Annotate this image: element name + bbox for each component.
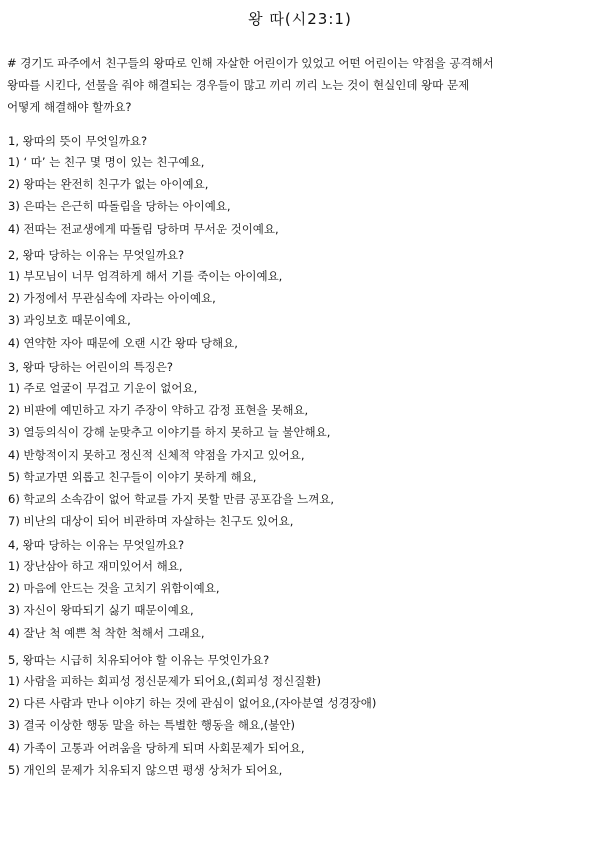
list-item: 7) 비난의 대상이 되어 비관하며 자살하는 친구도 있어요, [8,514,294,529]
section-heading: 3, 왕따 당하는 어린이의 특징은? [8,360,174,374]
list-item: 3) 은따는 은근히 따돌림을 당하는 아이예요, [8,199,231,214]
list-item: 3) 결국 이상한 행동 말을 하는 특별한 행동을 해요,(불안) [8,718,295,733]
list-item: 4) 잘난 척 예쁜 척 착한 척해서 그래요, [8,625,205,640]
section-heading: 1, 왕따의 뜻이 무엇일까요? [8,134,148,148]
list-item: 1) ‘ 따’ 는 친구 몇 명이 있는 친구예요, [8,155,205,169]
list-item: 2) 다른 사람과 만나 이야기 하는 것에 관심이 없어요,(자아분열 성경장애) [8,696,377,711]
list-item: 4) 반항적이지 못하고 정신적 신체적 약점을 가지고 있어요, [8,447,305,462]
section-healing [8,650,593,781]
section-bullying-reasons [8,535,593,644]
list-item: 4) 가족이 고통과 어려움을 당하게 되며 사회문제가 되어요, [8,740,305,755]
intro-line: 왕따를 시킨다, 선물을 줘야 해결되는 경우들이 많고 끼리 끼리 노는 것이 현실인데 왕따 문제 [7,78,470,92]
list-item: 6) 학교의 소속감이 없어 학교를 가지 못할 만큼 공포감을 느껴요, [8,491,335,506]
list-item: 2) 마음에 안드는 것을 고치기 위함이예요, [8,581,220,596]
section-characteristics [8,357,593,532]
list-item: 4) 연약한 자아 때문에 오랜 시간 왕따 당해요, [8,335,238,350]
section-meaning [8,131,593,240]
intro-paragraph [7,52,597,118]
section-heading: 2, 왕따 당하는 이유는 무엇일까요? [8,248,185,262]
list-item: 1) 장난삼아 하고 재미있어서 해요, [8,559,183,573]
list-item: 1) 주로 얼굴이 무겁고 기운이 없어요, [8,381,198,395]
list-item: 3) 열등의식이 강해 눈맞추고 이야기를 하지 못하고 늘 불안해요, [8,425,331,440]
section-reasons [8,245,593,354]
list-item: 1) 부모님이 너무 엄격하게 해서 기를 죽이는 아이예요, [8,269,283,283]
list-item: 4) 전따는 전교생에게 따돌림 당하며 무서운 것이예요, [8,221,279,236]
list-item: 2) 가정에서 무관심속에 자라는 아이예요, [8,291,216,306]
list-item: 3) 자신이 왕따되기 싫기 때문이예요, [8,603,194,618]
section-heading: 5, 왕따는 시급히 치유되어야 할 이유는 무엇인가요? [8,653,270,667]
list-item: 1) 사람을 피하는 회피성 정신문제가 되어요,(회피성 정신질환) [8,674,321,688]
intro-line: # 경기도 파주에서 친구들의 왕따로 인해 자살한 어린이가 있었고 어떤 어린이는 약점을 공격해서 [7,56,494,70]
list-item: 5) 개인의 문제가 치유되지 않으면 평생 상처가 되어요, [8,762,283,777]
list-item: 3) 과잉보호 때문이예요, [8,313,131,328]
list-item: 2) 왕따는 완전히 친구가 없는 아이예요, [8,177,209,192]
list-item: 2) 비판에 예민하고 자기 주장이 약하고 감정 표현을 못해요, [8,403,309,418]
list-item: 5) 학교가면 외롭고 친구들이 이야기 못하게 해요, [8,469,257,484]
intro-line: 어떻게 해결해야 할까요? [7,100,132,114]
section-heading: 4, 왕따 당하는 이유는 무엇일까요? [8,538,185,552]
page-title: 왕 따(시23:1) [248,10,352,28]
